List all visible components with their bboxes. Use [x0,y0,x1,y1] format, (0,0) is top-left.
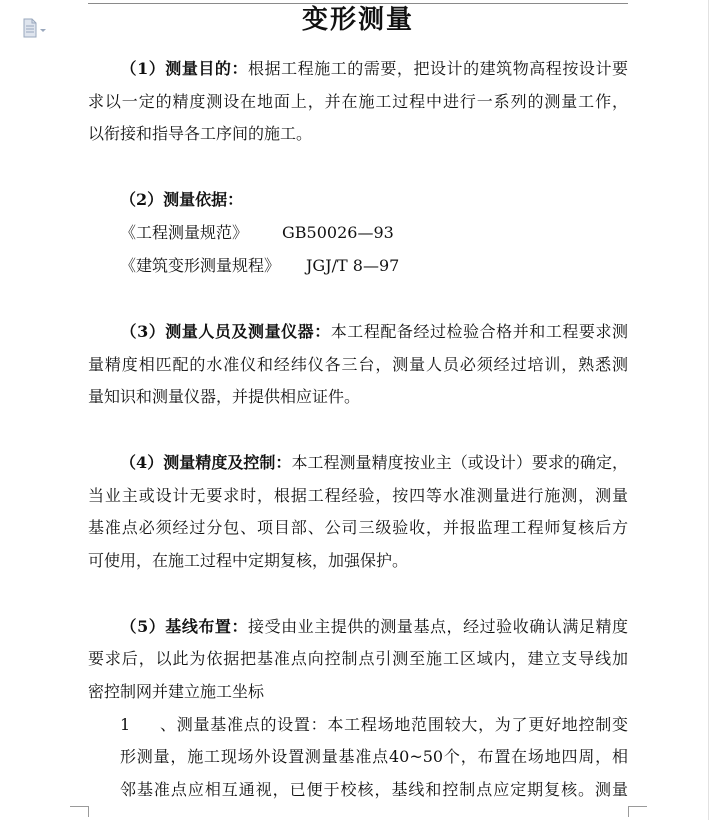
paragraph-line: （4）测量精度及控制：本工程测量精度按业主（或设计）要求的确定， [120,453,628,472]
section-heading: （2）测量依据： [120,190,244,209]
reference-item: 《工程测量规范》 GB50026—93 [120,223,394,242]
paragraph-line: 当业主或设计无要求时，根据工程经验，按四等水准测量进行施测，测量 [88,486,628,505]
paragraph-line: 要求后，以此为依据把基准点向控制点引测至施工区域内，建立支导线加 [88,649,628,668]
list-item-number: 1、 [120,715,176,734]
page-margin-line [708,0,709,820]
paragraph-line: 密控制网并建立施工坐标 [88,682,265,701]
section-heading: （5）基线布置： [120,617,249,636]
document-title: 变形测量 [301,5,414,35]
reference-item: 《建筑变形测量规程》 JGJ/T 8—97 [120,256,400,275]
section-heading: （4）测量精度及控制： [120,453,292,472]
margin-corner-mark [628,806,647,817]
paragraph-line: （1）测量目的：根据工程施工的需要，把设计的建筑物高程按设计要 [120,59,628,78]
paragraph-line: 量知识和测量仪器，并提供相应证件。 [88,387,361,406]
paragraph-line: （5）基线布置：接受由业主提供的测量基点，经过验收确认满足精度 [120,617,628,636]
paragraph-line: 求以一定的精度测设在地面上，并在施工过程中进行一系列的测量工作， [88,92,628,111]
list-item-line: 邻基准点应相互通视，已便于校核，基线和控制点应定期复核。测量 [120,780,628,799]
paragraph-line: 基准点必须经过分包、项目部、公司三级验收，并报监理工程师复核后方 [88,518,628,537]
list-item-line: 形测量，施工现场外设置测量基准点40~50个，布置在场地四周，相 [120,747,628,766]
paragraph-line: 可使用，在施工过程中定期复核，加强保护。 [88,551,409,570]
paragraph-line: 以衔接和指导各工序间的施工。 [88,124,313,143]
paragraph-line: （3）测量人员及测量仪器：本工程配备经过检验合格并和工程要求测 [120,322,628,341]
list-item: 1、测量基准点的设置：本工程场地范围较大，为了更好地控制变 [120,709,628,741]
paragraph-line: 量精度相匹配的水准仪和经纬仪各三台，测量人员必须经过培训，熟悉测 [88,355,628,374]
section-heading: （1）测量目的： [120,59,249,78]
margin-corner-mark [70,806,89,817]
section-heading: （3）测量人员及测量仪器： [120,322,331,341]
